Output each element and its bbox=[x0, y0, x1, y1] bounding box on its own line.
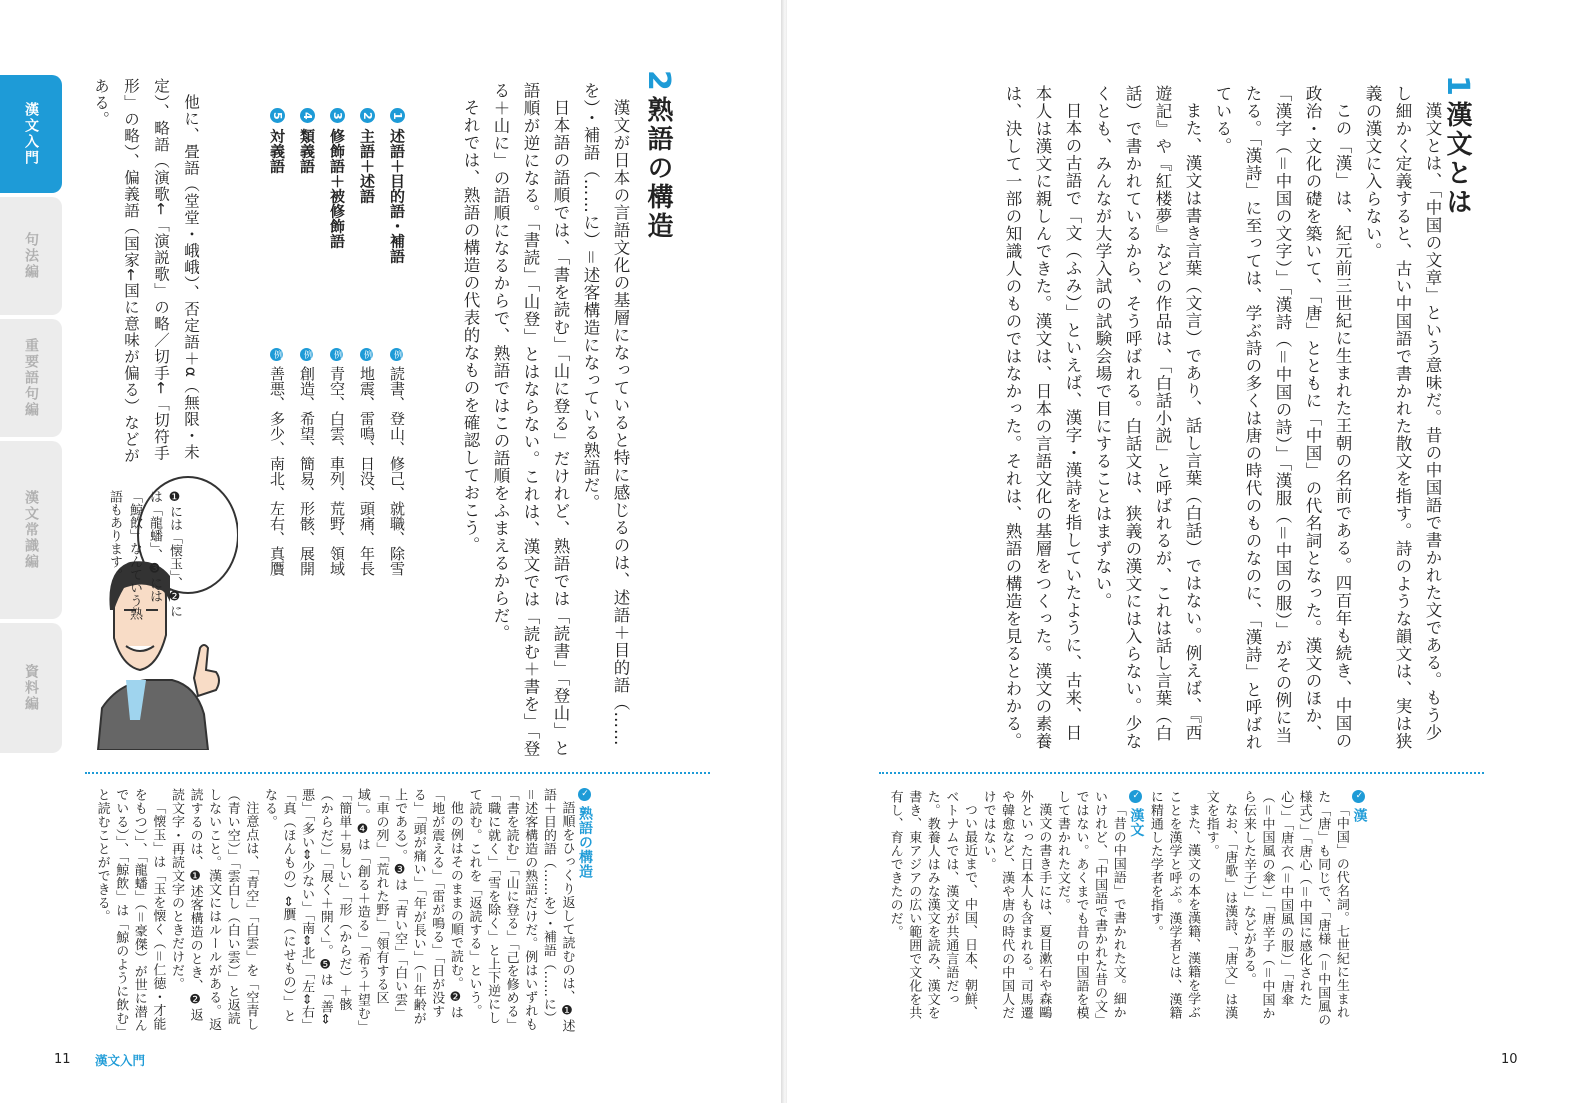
check-icon: ✓ bbox=[1131, 791, 1142, 802]
section-2-heading bbox=[640, 70, 677, 260]
structure-examples bbox=[322, 348, 352, 628]
note-paragraph: 「懐玉」は「玉を懐く（＝仁徳・才能をもつ）」、「龍蟠」（＝豪傑）が世に潜んでいる）」、「鯨飲」は「鯨のように飲む」と読むことができる。 bbox=[94, 788, 166, 1033]
structure-item bbox=[322, 108, 352, 348]
page-number: 11 bbox=[54, 1052, 71, 1067]
note-heading bbox=[1350, 790, 1369, 1030]
paragraph: それでは、熟語の構造の代表的なものを確認しておこう。 bbox=[461, 98, 480, 554]
note-paragraph: 漢文の書き手には、夏目漱石や森鷗外といった日本人も含まれる。司馬遷や韓愈など、漢や唐の時代の中国人だけではない。 bbox=[980, 790, 1052, 1020]
note-paragraph: 「中国」の代名詞。七世紀に生まれた「唐」も同じで、「唐様（＝中国風の様式）」「唐心（＝中国に感化された心）」「唐衣（＝中国風の服）」「唐傘（＝中国風の傘）」「唐辛子（＝中国から伝来した辛子）」などがある。 bbox=[1240, 790, 1349, 1027]
number-3-icon: 3 bbox=[330, 108, 345, 123]
paragraph: 漢文が日本の言語文化の基層になっていると特に感じるのは、述語＋目的語（……を）・補語（……に）＝述客構造になっている熟語だ。 bbox=[581, 82, 630, 746]
section-title: 漢文とは bbox=[1442, 100, 1472, 217]
structure-label: 対義語 bbox=[268, 128, 286, 174]
paragraph: 日本語の語順では、「書を読む」「山に登る」だけれど、熟語では「読書」「登山」と語順が逆になる。「書読」「山登」とはならない。これは、漢文では「読む＋書を」「登る＋山に」の語順になるからで、熟語ではこの語順をふまえるからだ。 bbox=[491, 82, 570, 758]
tab-kuhou-hen[interactable] bbox=[0, 197, 62, 315]
left-page bbox=[0, 0, 783, 1103]
example-text: 創造、希望、簡易、形骸、展開 bbox=[298, 365, 316, 576]
example-icon: 例 bbox=[362, 350, 372, 359]
structure-item bbox=[352, 108, 382, 348]
tab-label: 資料編 bbox=[23, 664, 39, 712]
note-heading bbox=[575, 788, 594, 1033]
tab-label: 句法編 bbox=[23, 232, 39, 280]
note-divider bbox=[85, 772, 710, 774]
example-icon: 例 bbox=[302, 350, 312, 359]
tab-kanbun-nyumon[interactable] bbox=[0, 75, 62, 193]
paragraph: 漢文とは、「中国の文章」という意味だ。昔の中国語で書かれた文である。もう少し細かく定義すると、古い中国語で書かれた散文を指す。詩のような韻文は、実は狭義の漢文に入らない。 bbox=[1363, 85, 1442, 750]
note-heading bbox=[1127, 790, 1146, 1030]
number-1-icon: 1 bbox=[390, 108, 405, 123]
footer-title: 漢文入門 bbox=[95, 1053, 146, 1068]
note-paragraph: つい最近まで、中国、日本、朝鮮、ベトナムでは、漢文が共通言語だった。教養人はみな漢文を読み、漢文を書き、東アジアの広い範囲で文化を共有し、育んできたのだ。 bbox=[887, 790, 977, 1020]
example-text: 地震、雷鳴、日没、頭痛、年長 bbox=[358, 365, 376, 576]
tab-label: 漢文入門 bbox=[23, 102, 39, 166]
note-heading-text: 熟語の構造 bbox=[577, 805, 594, 879]
tab-shiryou-hen[interactable] bbox=[0, 623, 62, 753]
note-paragraph: なお、「唐歌」は漢詩、「唐文」は漢文を指す。 bbox=[1203, 790, 1238, 1020]
structure-examples bbox=[352, 348, 382, 628]
tab-kanbun-joshiki-hen[interactable] bbox=[0, 441, 62, 619]
speech-bubble-text: ❶には「懐玉」、❷には「龍蟠」、❸には「鯨飲」なんていう熟語もあります。 bbox=[107, 490, 182, 620]
page-number: 10 bbox=[1501, 1052, 1518, 1067]
right-page bbox=[787, 0, 1571, 1103]
number-2-icon: 2 bbox=[360, 108, 375, 123]
example-icon: 例 bbox=[332, 350, 342, 359]
note-divider bbox=[879, 772, 1484, 774]
structure-item bbox=[292, 108, 322, 348]
section-number: 2 bbox=[641, 70, 676, 91]
note-paragraph: 「昔の中国語」で書かれた文。細かいけれど、「中国語で書かれた昔の文」ではない。あくまでも昔の中国語を模して書かれた文だ。 bbox=[1054, 790, 1126, 1027]
note-paragraph: また、漢文の本を漢籍、漢籍を学ぶことを漢学と呼ぶ。漢学者とは、漢籍に精通した学者を指す。 bbox=[1147, 790, 1201, 1020]
example-text: 善悪、多少、南北、左右、真贋 bbox=[268, 365, 286, 576]
check-icon: ✓ bbox=[580, 789, 591, 800]
number-5-icon: 5 bbox=[270, 108, 285, 123]
paragraph: 他に、畳語（堂堂・峨峨）、否定語＋α（無限・未定）、略語（演歌←「演説歌」の略／切手←「切符手形」の略）、偏義語（国家←国に意味が偏る）などがある。 bbox=[92, 78, 200, 464]
example-icon: 例 bbox=[392, 350, 402, 359]
example-text: 読書、登山、修己、就職、除雪 bbox=[388, 365, 406, 576]
structure-item bbox=[262, 108, 292, 348]
note-paragraph: 語順をひっくり返して読むのは、❶述語＋目的語（……を）・補語（……に）＝述客構造の熟語だけだ。例はいずれも「書を読む」「山に登る」「己を修める」「職に就く」「雪を除く」と上下逆にして読む。これを「返読する」という。 bbox=[466, 788, 575, 1033]
other-types-paragraph bbox=[86, 78, 206, 473]
note-paragraph: 他の例はそのままの順で読む。❷は「地が震える」「雷が鳴る」「日が没する」「頭が痛い」「年が長い」（＝年齢が上である）。❸は「青い空」「白い雲」「車の列」「荒れた野」「領有する区域」。❹は「創る＋造る」「希う＋望む」「簡単＋易しい」「形（からだ）＋骸（からだ）」「展く＋開く」。❺は「善⇔悪」「多い⇔少ない」「南⇔北」「左⇔右」「真（ほんもの）⇔贋（にせもの）」となる。 bbox=[261, 788, 463, 1033]
structure-label: 主語＋述語 bbox=[358, 128, 376, 204]
structure-item bbox=[382, 108, 412, 348]
check-icon: ✓ bbox=[1354, 791, 1365, 802]
note-heading-text: 漢 bbox=[1351, 807, 1368, 823]
paragraph: この「漢」は、紀元前三世紀に生まれた王朝の名前である。四百年も続き、中国の政治・文化の礎を築いて、「唐」とともに「中国」の代名詞となった。漢文のほか、「漢字（＝中国の文字）」「漢詩（＝中国の詩）」「漢服（＝中国の服）」がその例に当たる。「漢詩」に至っては、学ぶ詩の多くは唐の時代のものなのに、「漢詩」と呼ばれている。 bbox=[1213, 85, 1352, 751]
structure-label-list bbox=[262, 108, 412, 348]
note-paragraph: 注意点は、「青空」「白雲」を「空青し（青い空）」「雲白し（白い雲）」と返読しないこと。漢文にはルールがある。返読するのは、❶述客構造のとき、❷返読文字・再読文字のときだけだ。 bbox=[168, 788, 259, 1031]
structure-examples bbox=[292, 348, 322, 628]
number-4-icon: 4 bbox=[300, 108, 315, 123]
example-text: 青空、白雲、車列、荒野、領域 bbox=[328, 365, 346, 576]
structure-examples bbox=[382, 348, 412, 628]
section-title: 熟語の構造 bbox=[643, 95, 673, 241]
section-number: 1 bbox=[1440, 75, 1475, 96]
structure-example-list bbox=[262, 348, 412, 628]
section-1-body bbox=[997, 85, 1447, 755]
tab-label: 漢文常識編 bbox=[23, 490, 39, 570]
structure-label: 修飾語＋被修飾語 bbox=[328, 128, 346, 249]
paragraph: また、漢文は書き言葉（文言）であり、話し言葉（白話）ではない。例えば、『西遊記』や『紅楼夢』などの作品は、「白話小説」と呼ばれるが、これは話し言葉（白話）で書かれているから、そう呼ばれる。白話文は、狭義の漢文には入らない。少なくとも、みんなが大学入試の試験会場で目にすることはまずない。 bbox=[1093, 85, 1202, 750]
note-box bbox=[92, 788, 594, 1033]
tab-juyou-goku-hen[interactable] bbox=[0, 319, 62, 437]
tab-label: 重要語句編 bbox=[23, 338, 39, 418]
structure-label: 類義語 bbox=[298, 128, 316, 174]
structure-examples bbox=[262, 348, 292, 628]
structure-label: 述語＋目的語・補語 bbox=[388, 128, 406, 264]
paragraph: 日本の古語で「文（ふみ）」といえば、漢字・漢詩を指していたように、古来、日本人は漢文に親しんできた。漢文は、日本の言語文化の基層をつくった。漢文の素養は、決して一部の知識人のものではなかった。それは、熟語の構造を見るとわかる。 bbox=[1003, 85, 1082, 750]
section-2-body bbox=[455, 82, 635, 762]
note-box bbox=[885, 790, 1368, 1030]
note-heading-text: 漢文 bbox=[1128, 807, 1145, 837]
example-icon: 例 bbox=[272, 350, 282, 359]
